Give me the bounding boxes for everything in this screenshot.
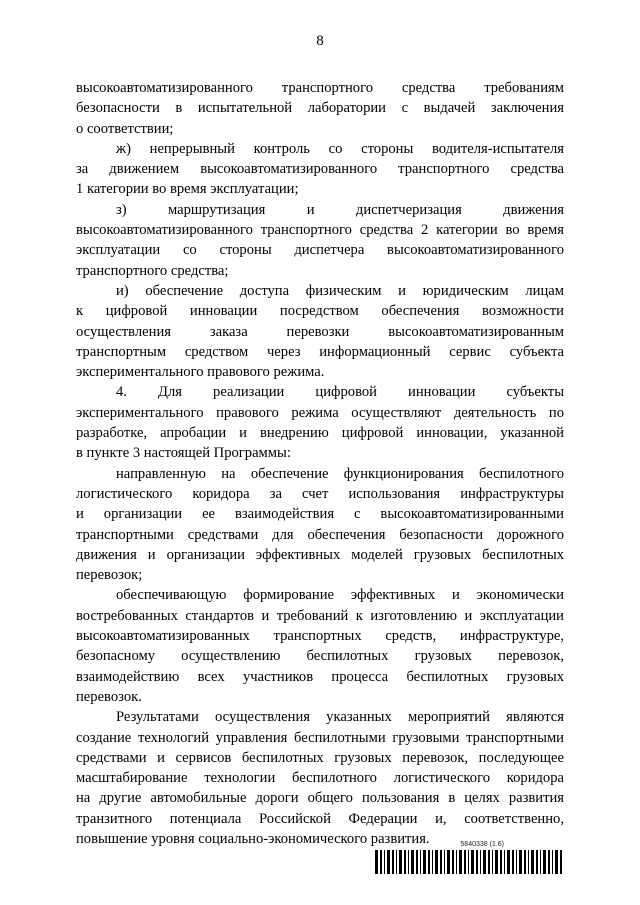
barcode-number: 5840338 (1.6)	[460, 841, 504, 848]
text-line: за движением высокоавтоматизированного транспортного средства	[76, 161, 564, 178]
text-line: транспортным средством через информационный сервис субъекта	[76, 343, 564, 360]
text-line: высокоавтоматизированного транспортного средства 2 категории во время	[76, 222, 564, 239]
text-line: востребованных стандартов и требований к изготовлению и эксплуатации	[76, 607, 564, 624]
text-line: экспериментального правового режима.	[76, 364, 325, 381]
text-line: на другие автомобильные дороги общего пользования в целях развития	[76, 790, 564, 807]
paragraph-item-e-continuation	[76, 78, 564, 139]
paragraph-item-z	[76, 200, 564, 281]
text-line: безопасности в испытательной лаборатории с выдачей заключения	[76, 100, 564, 117]
text-line: обеспечивающую формирование эффективных и экономически	[116, 587, 564, 604]
text-line: и организации ее взаимодействия с высокоавтоматизированными	[76, 506, 564, 523]
text-line: направленную на обеспечение функционирования беспилотного	[116, 465, 564, 482]
text-line: к цифровой инновации посредством обеспечения возможности	[76, 303, 564, 320]
text-line: транспортного средства;	[76, 262, 229, 279]
document-barcode	[374, 841, 564, 874]
paragraph-item-zh	[76, 139, 564, 200]
text-line: и) обеспечение доступа физическим и юридическим лицам	[116, 282, 564, 299]
text-line: высокоавтоматизированных транспортных средств, инфраструктуре,	[76, 628, 564, 645]
paragraph-aimed	[76, 464, 564, 586]
text-line: средствами и сервисов беспилотных грузовых перевозок, последующее	[76, 749, 564, 766]
paragraph-item-i	[76, 281, 564, 382]
text-line: 1 категории во время эксплуатации;	[76, 181, 299, 198]
text-line: транзитного потенциала Российской Федерации и, соответственно,	[76, 810, 564, 827]
text-line: взаимодействию всех участников процесса беспилотных грузовых	[76, 668, 564, 685]
text-line: ж) непрерывный контроль со стороны водителя-испытателя	[116, 140, 564, 157]
text-line: создание технологий управления беспилотными грузовыми транспортными	[76, 729, 564, 746]
text-line: высокоавтоматизированного транспортного средства требованиям	[76, 80, 564, 96]
text-line: о соответствии;	[76, 120, 174, 137]
text-line: осуществления заказа перевозки высокоавтоматизированным	[76, 323, 564, 340]
paragraph-item-4	[76, 382, 564, 463]
text-line: повышение уровня социально-экономического развития.	[76, 830, 430, 847]
text-line: экспериментального правового режима осуществляют деятельность по	[76, 404, 564, 421]
text-line: транспортными средствами для обеспечения безопасности дорожного	[76, 526, 564, 543]
barcode-icon	[374, 850, 564, 874]
text-line: перевозок;	[76, 567, 143, 584]
text-line: масштабирование технологии беспилотного логистического коридора	[76, 770, 564, 787]
text-line: Результатами осуществления указанных мероприятий являются	[116, 709, 564, 726]
text-line: 4. Для реализации цифровой инновации субъекты	[116, 384, 564, 401]
text-line: в пункте 3 настоящей Программы:	[76, 445, 291, 462]
text-line: перевозок.	[76, 688, 142, 705]
text-line: з) маршрутизация и диспетчеризация движения	[116, 201, 564, 218]
text-line: логистического коридора за счет использования инфраструктуры	[76, 485, 564, 502]
paragraph-ensuring	[76, 585, 564, 707]
page-number: 8	[316, 33, 324, 49]
document-body	[76, 78, 564, 849]
text-line: движения и организации эффективных моделей грузовых беспилотных	[76, 546, 564, 563]
text-line: безопасному осуществлению беспилотных грузовых перевозок,	[76, 648, 564, 665]
text-line: разработке, апробации и внедрению цифровой инновации, указанной	[76, 425, 564, 442]
paragraph-results	[76, 707, 564, 849]
text-line: эксплуатации со стороны диспетчера высокоавтоматизированного	[76, 242, 564, 259]
